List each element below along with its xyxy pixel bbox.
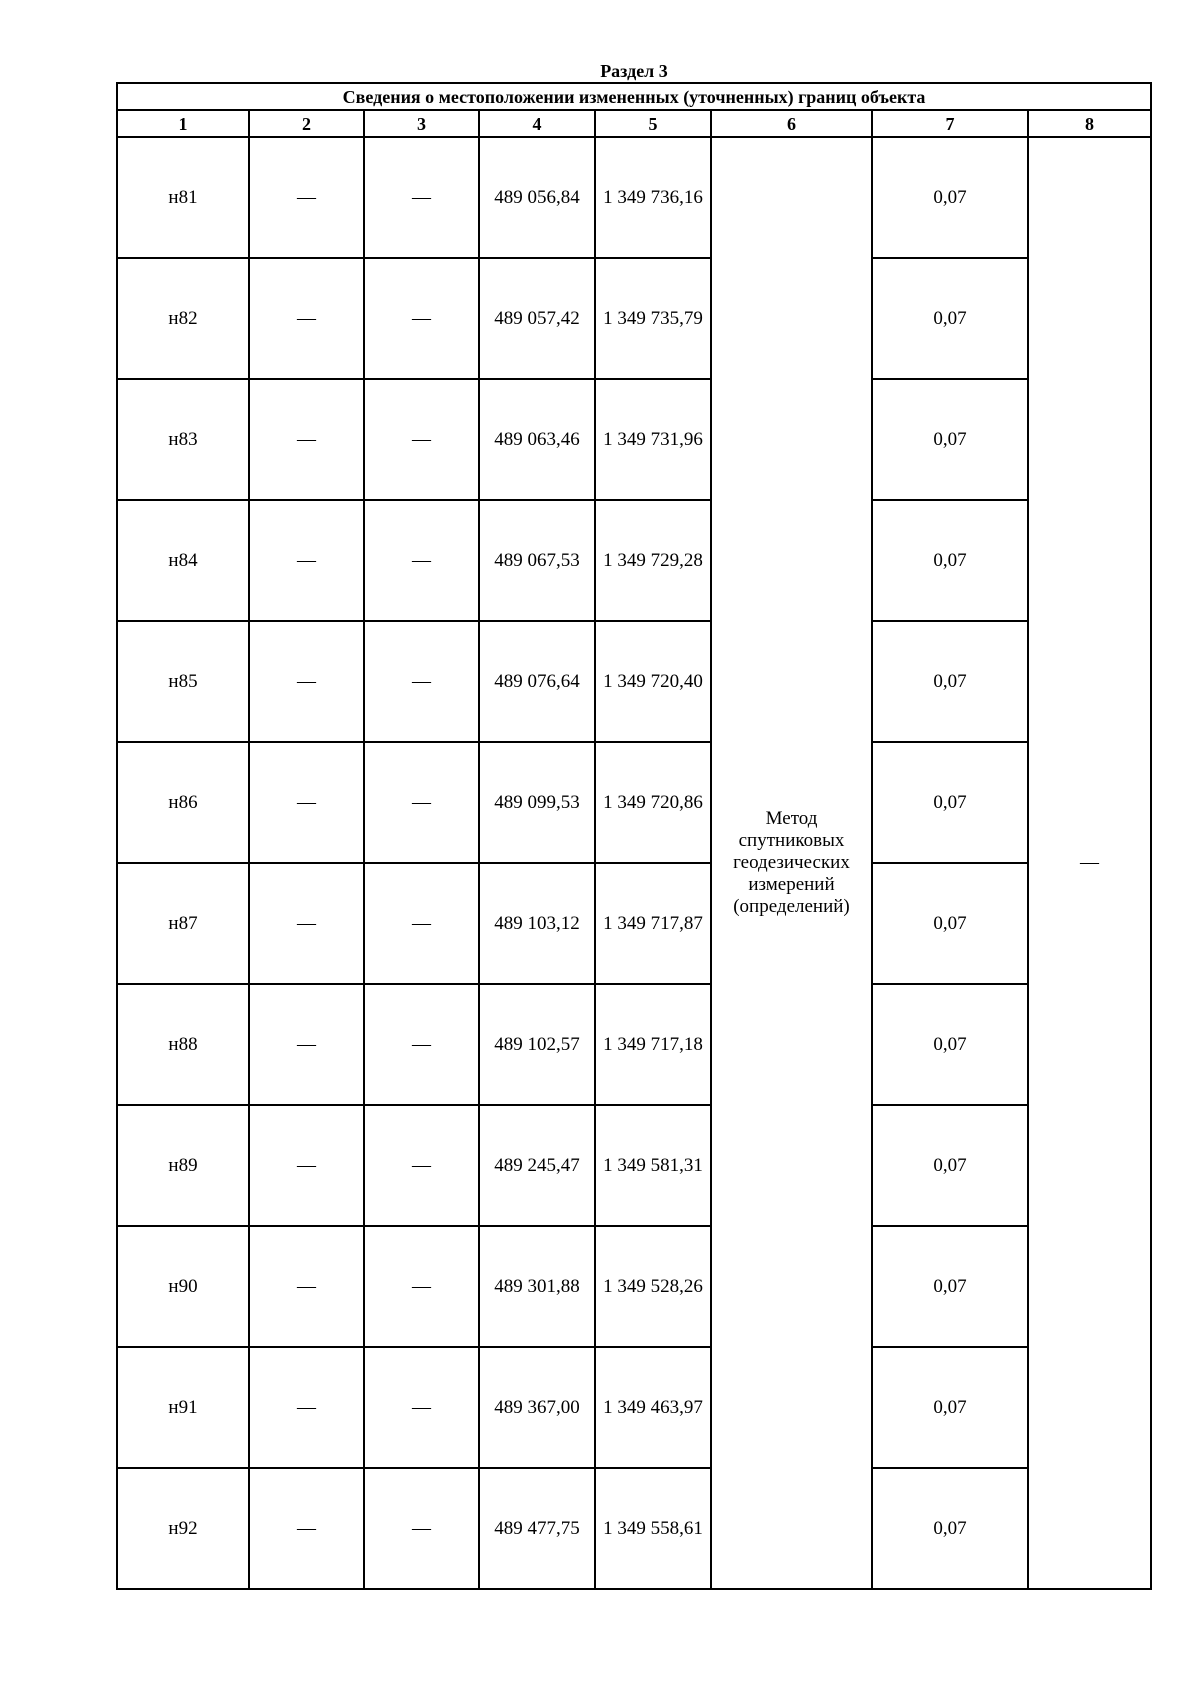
table-row [117, 258, 1151, 379]
table-row [117, 137, 1151, 258]
y-coordinate-cell: 1 349 736,16 [595, 137, 711, 258]
column3-cell: — [364, 1468, 479, 1589]
column-numbers-row [117, 110, 1151, 137]
y-coordinate-cell: 1 349 720,86 [595, 742, 711, 863]
table-row [117, 863, 1151, 984]
y-coordinate-cell: 1 349 528,26 [595, 1226, 711, 1347]
column2-cell: — [249, 1105, 364, 1226]
column3-cell: — [364, 621, 479, 742]
point-cell: н82 [117, 258, 249, 379]
column2-cell: — [249, 137, 364, 258]
column2-cell: — [249, 621, 364, 742]
column2-cell: — [249, 1347, 364, 1468]
column-number: 4 [479, 110, 595, 137]
column2-cell: — [249, 500, 364, 621]
x-coordinate-cell: 489 057,42 [479, 258, 595, 379]
table-title-row [117, 83, 1151, 110]
y-coordinate-cell: 1 349 717,18 [595, 984, 711, 1105]
column2-cell: — [249, 258, 364, 379]
table-row [117, 742, 1151, 863]
point-cell: н89 [117, 1105, 249, 1226]
column2-cell: — [249, 1226, 364, 1347]
table-row [117, 1468, 1151, 1589]
x-coordinate-cell: 489 103,12 [479, 863, 595, 984]
x-coordinate-cell: 489 102,57 [479, 984, 595, 1105]
column3-cell: — [364, 1347, 479, 1468]
boundary-table [116, 82, 1152, 1590]
table-row [117, 379, 1151, 500]
point-cell: н92 [117, 1468, 249, 1589]
column-number: 7 [872, 110, 1028, 137]
point-cell: н87 [117, 863, 249, 984]
column3-cell: — [364, 500, 479, 621]
table-row [117, 621, 1151, 742]
accuracy-cell: 0,07 [872, 863, 1028, 984]
x-coordinate-cell: 489 367,00 [479, 1347, 595, 1468]
accuracy-cell: 0,07 [872, 1347, 1028, 1468]
column-number: 2 [249, 110, 364, 137]
x-coordinate-cell: 489 301,88 [479, 1226, 595, 1347]
column3-cell: — [364, 742, 479, 863]
accuracy-cell: 0,07 [872, 1226, 1028, 1347]
point-cell: н90 [117, 1226, 249, 1347]
point-cell: н86 [117, 742, 249, 863]
column-number: 5 [595, 110, 711, 137]
point-cell: н85 [117, 621, 249, 742]
y-coordinate-cell: 1 349 731,96 [595, 379, 711, 500]
accuracy-cell: 0,07 [872, 742, 1028, 863]
accuracy-cell: 0,07 [872, 1105, 1028, 1226]
accuracy-cell: 0,07 [872, 621, 1028, 742]
table-row [117, 984, 1151, 1105]
point-cell: н88 [117, 984, 249, 1105]
accuracy-cell: 0,07 [872, 379, 1028, 500]
y-coordinate-cell: 1 349 720,40 [595, 621, 711, 742]
column3-cell: — [364, 984, 479, 1105]
y-coordinate-cell: 1 349 729,28 [595, 500, 711, 621]
x-coordinate-cell: 489 056,84 [479, 137, 595, 258]
x-coordinate-cell: 489 099,53 [479, 742, 595, 863]
y-coordinate-cell: 1 349 735,79 [595, 258, 711, 379]
point-cell: н83 [117, 379, 249, 500]
x-coordinate-cell: 489 477,75 [479, 1468, 595, 1589]
accuracy-cell: 0,07 [872, 137, 1028, 258]
point-cell: н84 [117, 500, 249, 621]
x-coordinate-cell: 489 063,46 [479, 379, 595, 500]
column3-cell: — [364, 137, 479, 258]
section-label: Раздел 3 [600, 61, 668, 81]
column3-cell: — [364, 863, 479, 984]
table-row [117, 1347, 1151, 1468]
method-text-line: Метод [765, 808, 818, 829]
method-text-line: геодезических [733, 852, 850, 873]
y-coordinate-cell: 1 349 463,97 [595, 1347, 711, 1468]
column3-cell: — [364, 1105, 479, 1226]
column-number: 1 [117, 110, 249, 137]
accuracy-cell: 0,07 [872, 984, 1028, 1105]
column2-cell: — [249, 984, 364, 1105]
x-coordinate-cell: 489 076,64 [479, 621, 595, 742]
method-text-line: измерений [748, 874, 835, 895]
column-number: 3 [364, 110, 479, 137]
table-row [117, 1226, 1151, 1347]
table-title: Сведения о местоположении измененных (уточненных) границ объекта [117, 83, 1151, 110]
y-coordinate-cell: 1 349 558,61 [595, 1468, 711, 1589]
column2-cell: — [249, 379, 364, 500]
point-cell: н91 [117, 1347, 249, 1468]
column3-cell: — [364, 1226, 479, 1347]
table-row [117, 1105, 1151, 1226]
x-coordinate-cell: 489 067,53 [479, 500, 595, 621]
column-number: 6 [711, 110, 872, 137]
x-coordinate-cell: 489 245,47 [479, 1105, 595, 1226]
point-cell: н81 [117, 137, 249, 258]
accuracy-cell: 0,07 [872, 258, 1028, 379]
method-text-line: (определений) [733, 896, 850, 917]
column3-cell: — [364, 379, 479, 500]
column2-cell: — [249, 863, 364, 984]
y-coordinate-cell: 1 349 717,87 [595, 863, 711, 984]
method-cell [711, 137, 872, 1589]
accuracy-cell: 0,07 [872, 1468, 1028, 1589]
column2-cell: — [249, 1468, 364, 1589]
y-coordinate-cell: 1 349 581,31 [595, 1105, 711, 1226]
method-text-line: спутниковых [738, 830, 845, 851]
accuracy-cell: 0,07 [872, 500, 1028, 621]
column2-cell: — [249, 742, 364, 863]
column-number: 8 [1028, 110, 1151, 137]
column3-cell: — [364, 258, 479, 379]
column8-cell: — [1028, 137, 1151, 1589]
table-row [117, 500, 1151, 621]
